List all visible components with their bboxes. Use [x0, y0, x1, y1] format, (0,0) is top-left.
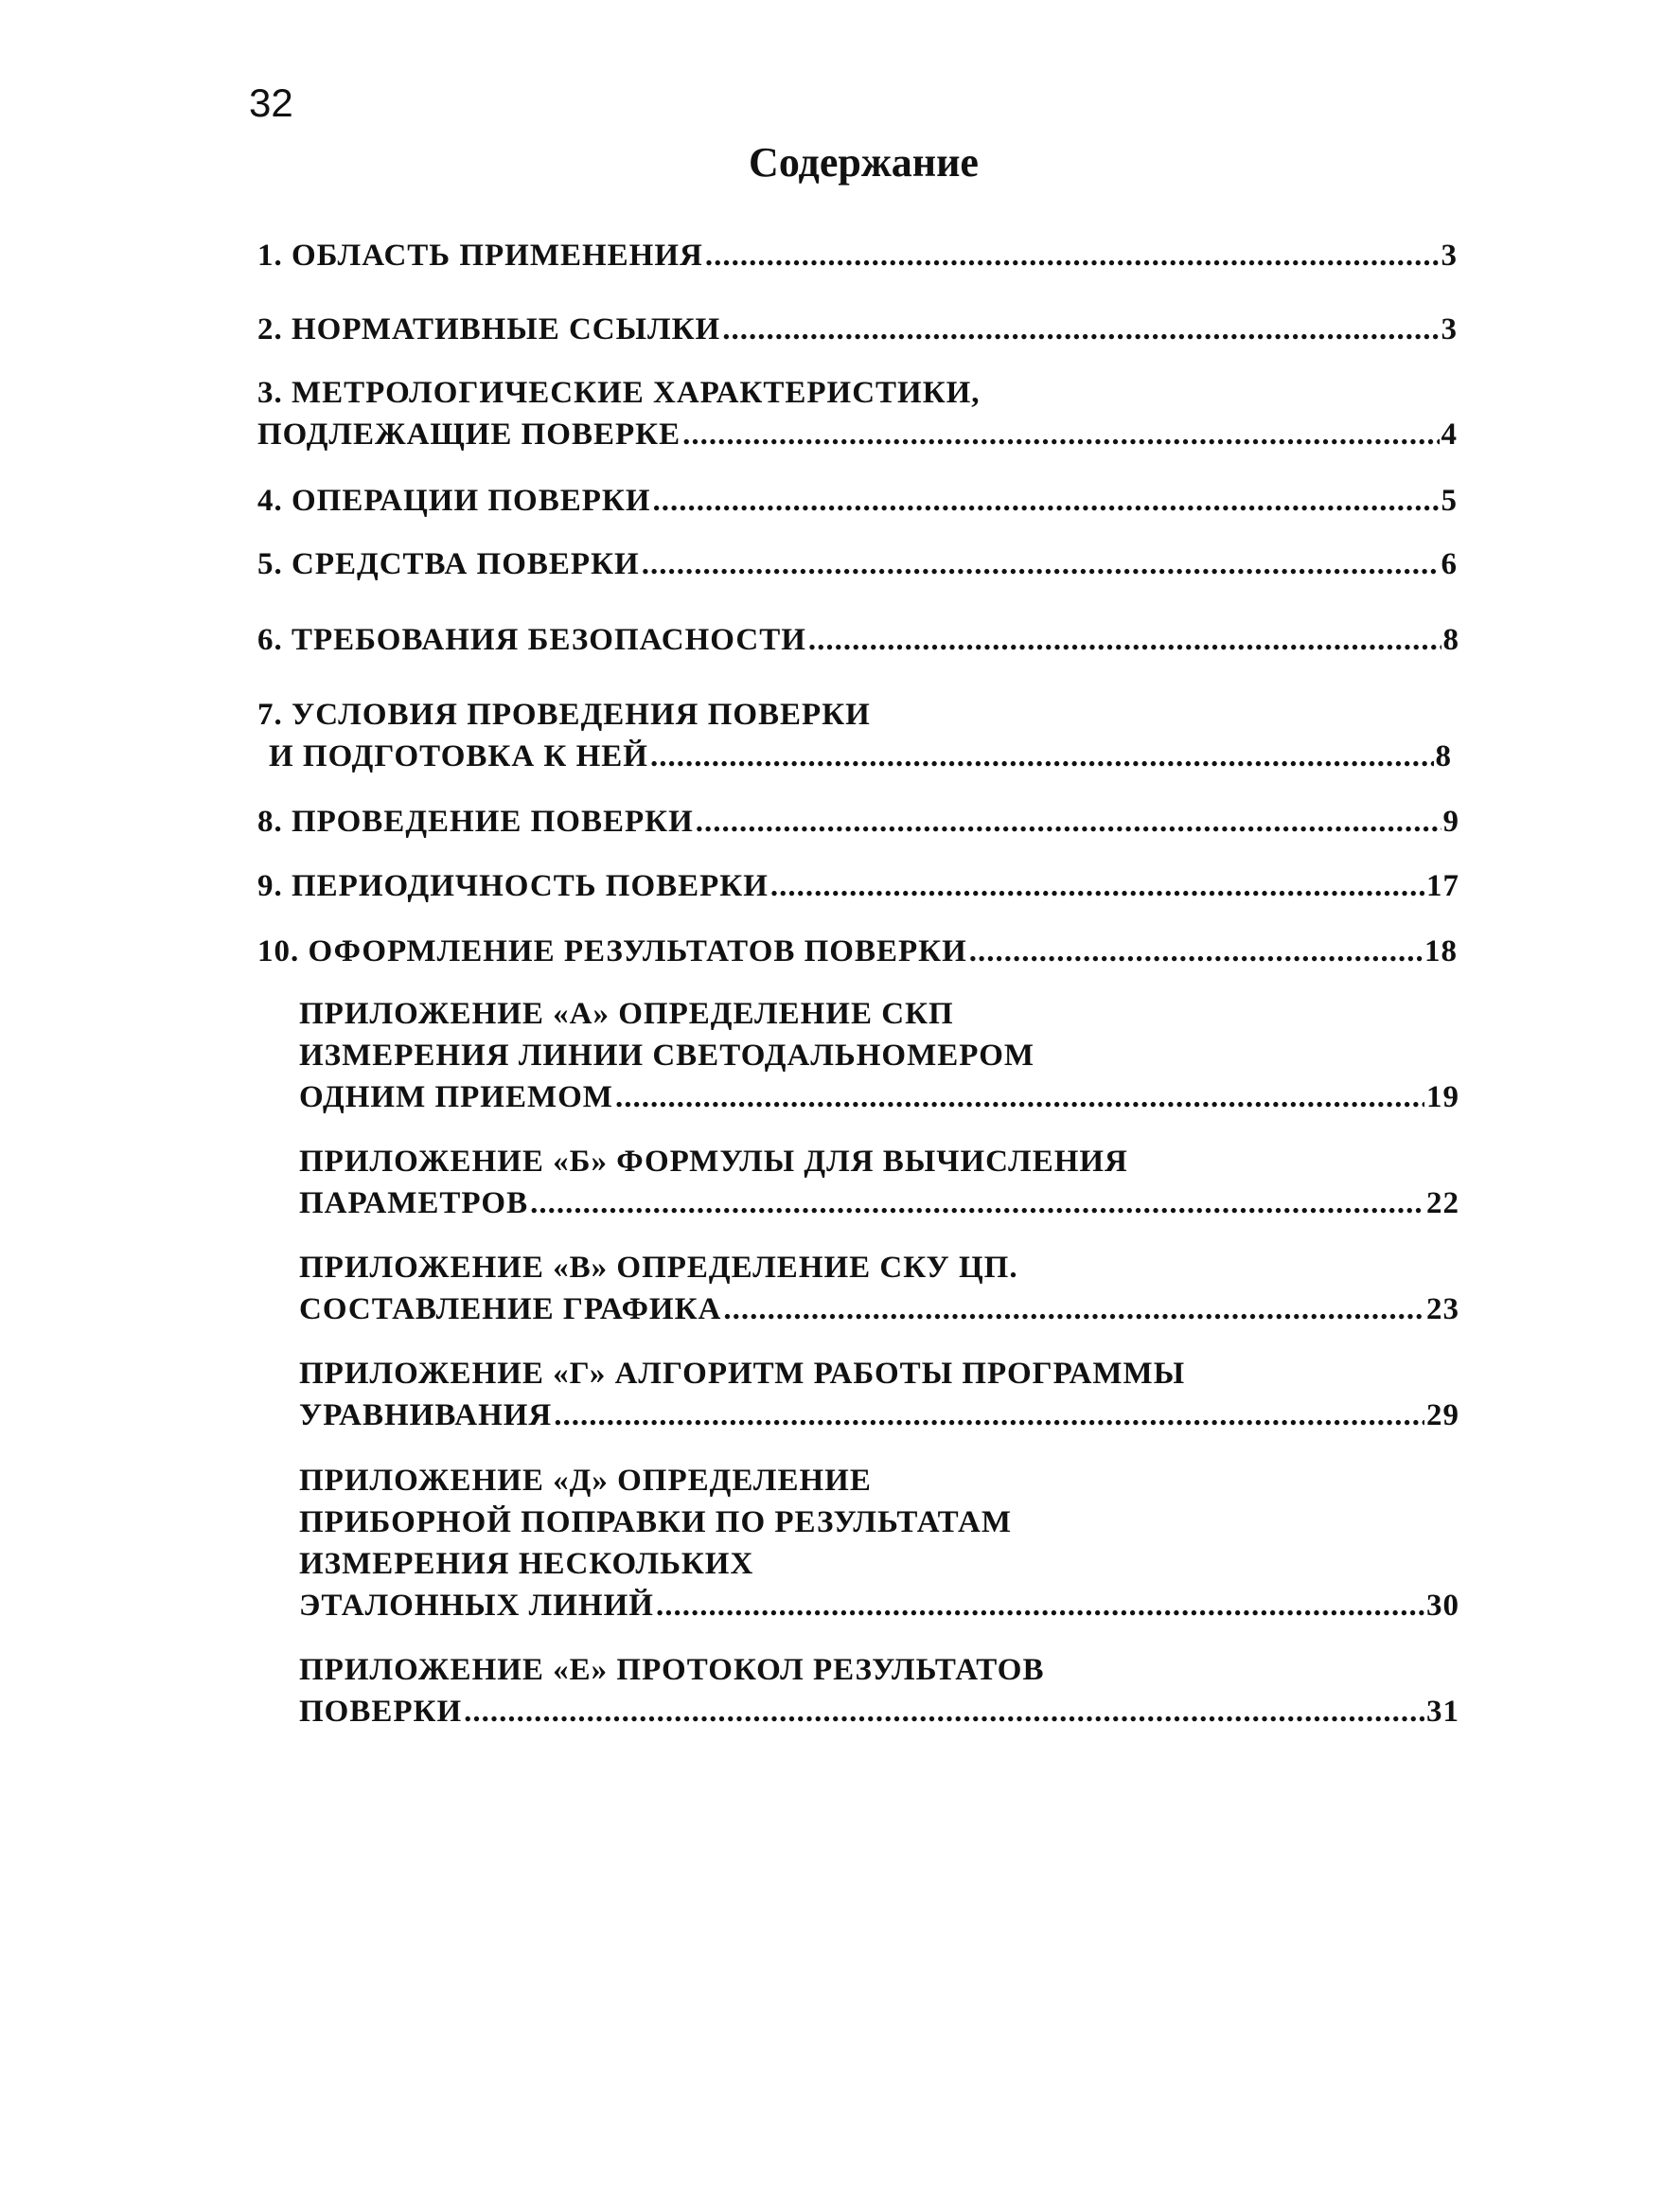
toc-entry[interactable]	[299, 1460, 1459, 1626]
toc-entry-last-line	[257, 235, 1458, 276]
toc-entry[interactable]	[257, 480, 1458, 522]
toc-entry-last-line	[257, 309, 1458, 350]
toc-entry-title-line: ПРИЛОЖЕНИЕ «Д» ОПРЕДЕЛЕНИЕ	[299, 1464, 872, 1498]
toc-entry-title-line: 3. МЕТРОЛОГИЧЕСКИЕ ХАРАКТЕРИСТИКИ,	[257, 376, 981, 410]
toc-entry-page-number: 31	[1426, 1695, 1459, 1729]
toc-entry-page-number: 23	[1426, 1292, 1459, 1326]
toc-entry-page-number: 17	[1426, 869, 1459, 903]
toc-entry-title-line: ПОВЕРКИ	[299, 1695, 463, 1729]
dot-leader	[650, 736, 1434, 777]
toc-entry-title-line: 6. ТРЕБОВАНИЯ БЕЗОПАСНОСТИ	[257, 623, 806, 657]
dot-leader	[808, 619, 1441, 661]
toc-entry[interactable]	[257, 235, 1458, 276]
dot-leader	[656, 1585, 1424, 1626]
toc-entry-last-line	[257, 414, 1458, 455]
toc-entry-title-line: ПРИЛОЖЕНИЕ «А» ОПРЕДЕЛЕНИЕ СКП	[299, 997, 954, 1031]
dot-leader	[642, 543, 1440, 585]
dot-leader	[723, 1288, 1424, 1330]
toc-entry-title-line: ИЗМЕРЕНИЯ ЛИНИИ СВЕТОДАЛЬНОМЕРОМ	[299, 1039, 1035, 1073]
toc-entry-title-line: УРАВНИВАНИЯ	[299, 1398, 553, 1432]
dot-leader	[770, 865, 1424, 907]
toc-entry-page-number: 19	[1426, 1080, 1459, 1114]
toc-entry-title-line: ПРИЛОЖЕНИЕ «Е» ПРОТОКОЛ РЕЗУЛЬТАТОВ	[299, 1653, 1045, 1687]
toc-entry-last-line	[257, 865, 1459, 907]
toc-entry-title-line: 8. ПРОВЕДЕНИЕ ПОВЕРКИ	[257, 805, 694, 839]
toc-entry-title-line: ИЗМЕРЕНИЯ НЕСКОЛЬКИХ	[299, 1547, 754, 1581]
toc-entry-title-line: ПОДЛЕЖАЩИЕ ПОВЕРКЕ	[257, 417, 681, 452]
toc-entry[interactable]	[299, 1649, 1459, 1732]
dot-leader	[696, 801, 1441, 843]
toc-entry-page-number: 18	[1424, 934, 1458, 968]
toc-entry[interactable]	[257, 372, 1458, 455]
toc-entry-last-line	[257, 619, 1459, 661]
toc-entry[interactable]	[299, 1353, 1459, 1436]
toc-entry[interactable]	[257, 619, 1459, 661]
dot-leader	[722, 309, 1439, 350]
toc-entry-page-number: 3	[1441, 312, 1458, 346]
toc-entry-page-number: 29	[1426, 1398, 1459, 1432]
toc-entry-title-line: 9. ПЕРИОДИЧНОСТЬ ПОВЕРКИ	[257, 869, 769, 903]
toc-entry-title-line: ПРИЛОЖЕНИЕ «Г» АЛГОРИТМ РАБОТЫ ПРОГРАММЫ	[299, 1357, 1186, 1391]
toc-entry-last-line	[299, 1182, 1459, 1224]
toc-entry-title-line: СОСТАВЛЕНИЕ ГРАФИКА	[299, 1292, 722, 1326]
toc-entry-title-line: ЭТАЛОННЫХ ЛИНИЙ	[299, 1589, 654, 1623]
toc-entry-last-line	[299, 1585, 1459, 1626]
toc-entry[interactable]	[299, 1141, 1459, 1224]
toc-entry-title-line: 4. ОПЕРАЦИИ ПОВЕРКИ	[257, 484, 651, 518]
toc-entry[interactable]	[257, 801, 1459, 843]
toc-entry[interactable]	[257, 865, 1459, 907]
toc-entry-last-line	[257, 543, 1458, 585]
toc-entry-page-number: 8	[1435, 739, 1452, 773]
toc-entry-page-number: 4	[1441, 417, 1458, 452]
toc-entry-page-number: 22	[1426, 1186, 1459, 1220]
toc-entry-page-number: 3	[1441, 239, 1458, 273]
dot-leader	[464, 1691, 1424, 1732]
toc-entry-page-number: 9	[1442, 805, 1459, 839]
toc-entry-last-line	[299, 1288, 1459, 1330]
toc-entry-title-line: И ПОДГОТОВКА К НЕЙ	[269, 739, 648, 773]
toc-entry-title-line: 10. ОФОРМЛЕНИЕ РЕЗУЛЬТАТОВ ПОВЕРКИ	[257, 934, 967, 968]
page-number: 32	[249, 80, 293, 125]
toc-entry-last-line	[257, 736, 1452, 777]
dot-leader	[652, 480, 1439, 522]
dot-leader	[530, 1182, 1424, 1224]
toc-entry-last-line	[299, 1691, 1459, 1732]
toc-entry-title-line: 5. СРЕДСТВА ПОВЕРКИ	[257, 547, 640, 581]
dot-leader	[705, 235, 1440, 276]
toc-entry[interactable]	[299, 993, 1459, 1118]
toc-entry-title-line: 7. УСЛОВИЯ ПРОВЕДЕНИЯ ПОВЕРКИ	[257, 698, 871, 732]
toc-entry-page-number: 8	[1442, 623, 1459, 657]
dot-leader	[615, 1076, 1424, 1118]
toc-entry-title-line: ПРИЛОЖЕНИЕ «Б» ФОРМУЛЫ ДЛЯ ВЫЧИСЛЕНИЯ	[299, 1145, 1128, 1179]
toc-entry-last-line	[257, 801, 1459, 843]
toc-entry[interactable]	[257, 931, 1458, 972]
toc-entry-last-line	[299, 1394, 1459, 1436]
dot-leader	[554, 1394, 1424, 1436]
toc-entry[interactable]	[257, 543, 1458, 585]
toc-entry[interactable]	[299, 1247, 1459, 1330]
toc-entry-page-number: 30	[1426, 1589, 1459, 1623]
toc-entry-title-line: ОДНИМ ПРИЕМОМ	[299, 1080, 613, 1114]
dot-leader	[682, 414, 1439, 455]
toc-entry-last-line	[257, 480, 1458, 522]
dot-leader	[969, 931, 1423, 972]
toc-entry-page-number: 5	[1441, 484, 1458, 518]
toc-entry-page-number: 6	[1441, 547, 1458, 581]
toc-entry-last-line	[299, 1076, 1459, 1118]
toc-entry-title-line: ПРИЛОЖЕНИЕ «В» ОПРЕДЕЛЕНИЕ СКУ ЦП.	[299, 1251, 1018, 1285]
toc-entry[interactable]	[257, 309, 1458, 350]
toc-entry-title-line: 2. НОРМАТИВНЫЕ ССЫЛКИ	[257, 312, 721, 346]
toc-entry-last-line	[257, 931, 1458, 972]
toc-entry[interactable]	[257, 694, 1452, 777]
toc-entry-title-line: ПРИБОРНОЙ ПОПРАВКИ ПО РЕЗУЛЬТАТАМ	[299, 1505, 1012, 1539]
page-title: Содержание	[749, 139, 979, 186]
toc-entry-title-line: 1. ОБЛАСТЬ ПРИМЕНЕНИЯ	[257, 239, 703, 273]
toc-entry-title-line: ПАРАМЕТРОВ	[299, 1186, 529, 1220]
